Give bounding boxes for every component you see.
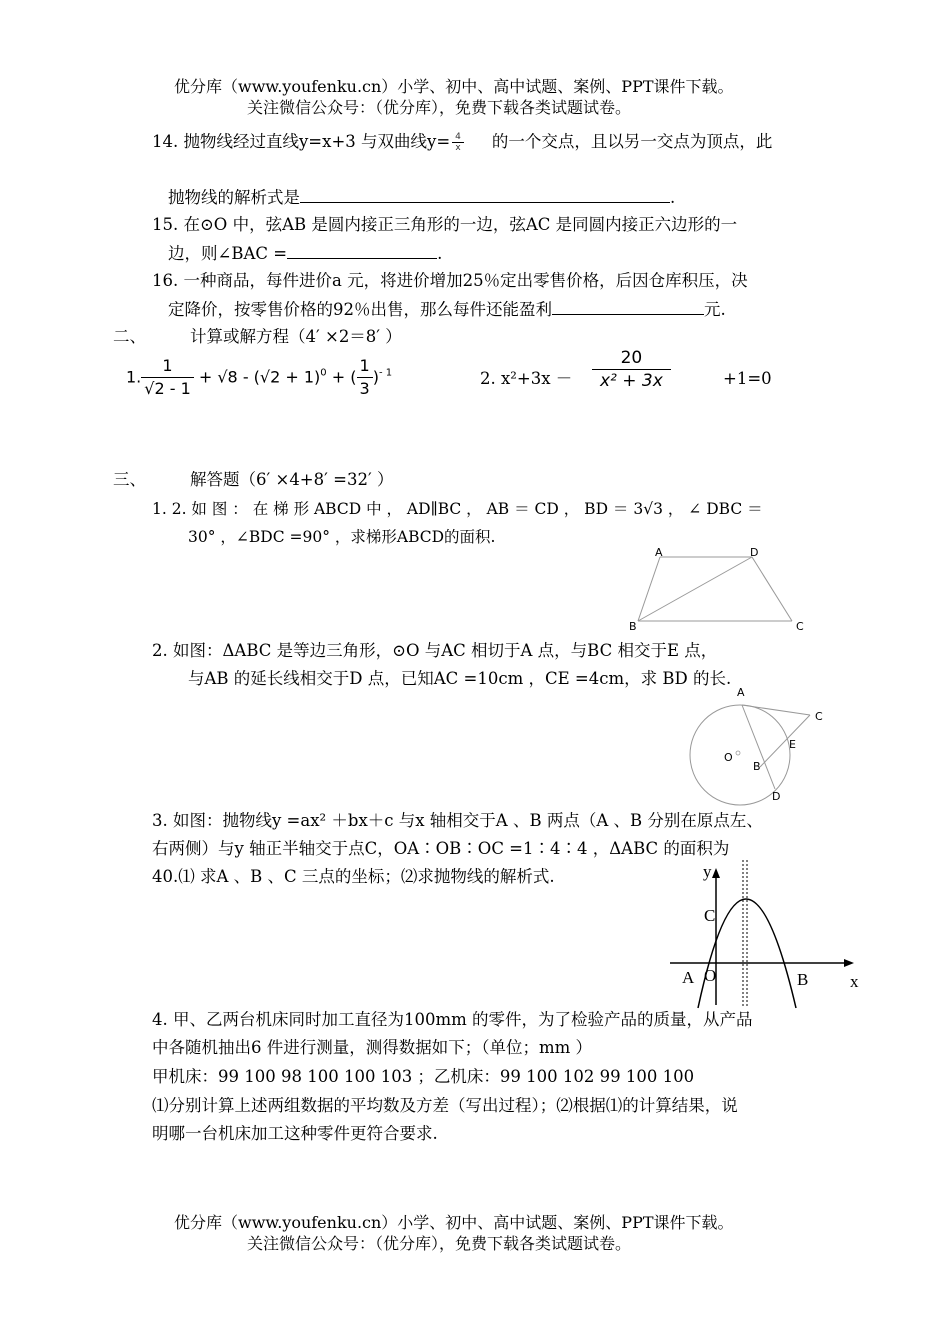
problem-3-1-line-2: 30° ，∠BDC =90° ，求梯形ABCD的面积. bbox=[188, 528, 496, 546]
label-b: B bbox=[797, 970, 809, 989]
question-15-end: . bbox=[437, 244, 443, 263]
exponent: - 1 bbox=[378, 367, 393, 379]
fraction-numerator: 1 bbox=[141, 355, 194, 378]
problem-3-3-line-1: 3. 如图：抛物线y =ax² ＋bx＋c 与x 轴相交于A 、B 两点（A 、B 分别在原点左、 bbox=[152, 811, 763, 830]
question-14-line-1 bbox=[152, 131, 772, 153]
problem-3-4-line-4: ⑴分别计算上述两组数据的平均数及方差（写出过程）；⑵根据⑴的计算结果，说 bbox=[152, 1096, 738, 1115]
answer-blank[interactable] bbox=[287, 242, 437, 259]
question-14-line-2 bbox=[168, 186, 675, 209]
fraction bbox=[592, 347, 671, 392]
y-axis-arrow-icon bbox=[712, 868, 720, 878]
problem-label: 1. bbox=[126, 367, 142, 387]
problem-3-4-line-3: 甲机床：99 100 98 100 100 103 ；乙机床：99 100 102 99 100 100 bbox=[152, 1067, 695, 1086]
fraction-numerator: 1 bbox=[357, 355, 373, 378]
header-line-2: 关注微信公众号：（优分库），免费下载各类试题试卷。 bbox=[247, 98, 632, 117]
question-15-line-2 bbox=[168, 242, 442, 265]
section-2-title: 计算或解方程（4′ ×2＝8′ ） bbox=[190, 327, 402, 346]
segment-ac bbox=[742, 705, 810, 715]
problem-2-2-label: 2. x²+3x － bbox=[480, 369, 573, 388]
problem-3-2-line-2: 与AB 的延长线相交于D 点，已知AC =10cm ，CE =4cm，求 BD 的长. bbox=[188, 669, 732, 688]
label-a: A bbox=[737, 686, 745, 699]
problem-3-4-line-5: 明哪一台机床加工这种零件更符合要求. bbox=[152, 1124, 438, 1143]
center-point bbox=[736, 751, 740, 755]
fraction bbox=[357, 355, 373, 400]
label-c: C bbox=[796, 620, 804, 633]
fraction-denominator: x bbox=[455, 143, 461, 153]
label-c: C bbox=[815, 710, 823, 723]
expression-middle: + √8 - (√2 + 1) bbox=[198, 367, 321, 387]
problem-3-4-line-2: 中各随机抽出6 件进行测量，测得数据如下；（单位；mm ） bbox=[152, 1038, 593, 1057]
footer-line-2: 关注微信公众号：（优分库），免费下载各类试题试卷。 bbox=[247, 1234, 632, 1253]
problem-3-4-line-1: 4. 甲、乙两台机床同时加工直径为100mm 的零件，为了检验产品的质量，从产品 bbox=[152, 1010, 753, 1029]
problem-2-2-tail: +1=0 bbox=[723, 369, 772, 388]
question-14-prompt: 抛物线的解析式是 bbox=[168, 188, 300, 207]
fraction-numerator: 20 bbox=[592, 347, 671, 370]
question-14-end: . bbox=[670, 188, 676, 207]
parabola-figure bbox=[670, 860, 860, 1010]
label-d: D bbox=[772, 790, 781, 803]
fraction bbox=[141, 355, 194, 400]
section-3-title: 解答题（6′ ×4+8′ =32′ ） bbox=[190, 470, 394, 489]
label-e: E bbox=[789, 738, 796, 751]
question-16-line-2 bbox=[168, 298, 726, 321]
question-16-prompt: 定降价，按零售价格的92％出售，那么每件还能盈利 bbox=[168, 300, 552, 319]
question-16-end: 元. bbox=[704, 300, 726, 319]
question-16-line-1: 16. 一种商品，每件进价a 元，将进价增加25％定出零售价格，后因仓库积压，决 bbox=[152, 271, 748, 290]
problem-3-3-line-2: 右两侧）与y 轴正半轴交于点C，OA∶OB∶OC =1∶4∶4 ，ΔABC 的面积为 bbox=[152, 839, 730, 858]
problem-3-1-line-1: 1. 2. 如 图 ： 在 梯 形 ABCD 中 ， AD∥BC ， AB ＝ CD ， BD ＝ 3√3 ， ∠ DBC ＝ bbox=[152, 500, 763, 518]
circle-figure bbox=[680, 695, 830, 805]
question-14-fraction bbox=[452, 132, 464, 153]
expression-plus: + ( bbox=[331, 367, 357, 387]
footer-line-1: 优分库（www.youfenku.cn）小学、初中、高中试题、案例、PPT课件下载。 bbox=[174, 1213, 734, 1232]
problem-3-3-line-3: 40.⑴ 求A 、B 、C 三点的坐标；⑵求抛物线的解析式. bbox=[152, 867, 555, 886]
label-b: B bbox=[753, 760, 761, 773]
answer-blank[interactable] bbox=[300, 186, 670, 203]
label-c: C bbox=[704, 906, 716, 925]
question-15-line-1: 15. 在⊙O 中，弦AB 是圆内接正三角形的一边，弦AC 是同圆内接正六边形的一 bbox=[152, 215, 738, 234]
question-14-text-b: 的一个交点，且以另一交点为顶点，此 bbox=[491, 132, 773, 151]
question-15-prompt: 边，则∠BAC = bbox=[168, 244, 288, 263]
fraction-denominator: 3 bbox=[359, 379, 370, 398]
label-a: A bbox=[655, 546, 663, 559]
expression-close: ) bbox=[372, 367, 379, 387]
fraction-denominator: x² + 3x bbox=[600, 371, 663, 391]
answer-blank[interactable] bbox=[552, 298, 704, 315]
section-3-number: 三、 bbox=[113, 470, 146, 489]
segment-bd bbox=[638, 557, 752, 621]
segment-dc bbox=[752, 557, 792, 621]
exponent: 0 bbox=[320, 367, 327, 379]
label-a: A bbox=[682, 968, 695, 987]
fraction-numerator: 4 bbox=[452, 132, 464, 143]
label-y: y bbox=[703, 862, 712, 881]
section-2-number: 二、 bbox=[113, 327, 146, 346]
label-b: B bbox=[629, 620, 637, 633]
label-o: O bbox=[704, 966, 717, 985]
header-line-1: 优分库（www.youfenku.cn）小学、初中、高中试题、案例、PPT课件下载。 bbox=[174, 77, 734, 96]
problem-3-2-line-1: 2. 如图：ΔABC 是等边三角形，⊙O 与AC 相切于A 点，与BC 相交于E 点， bbox=[152, 641, 718, 660]
label-o: O bbox=[724, 751, 733, 764]
question-14-text-a: 14. 抛物线经过直线y=x+3 与双曲线y= bbox=[152, 132, 451, 151]
label-d: D bbox=[750, 546, 759, 559]
problem-2-1 bbox=[126, 355, 392, 400]
label-x: x bbox=[850, 972, 859, 991]
segment-cb bbox=[760, 715, 810, 767]
fraction-denominator: √2 - 1 bbox=[144, 379, 191, 398]
segment-ad bbox=[742, 705, 775, 789]
x-axis-arrow-icon bbox=[844, 959, 854, 967]
problem-2-2-fraction bbox=[592, 347, 671, 392]
segment-ab bbox=[638, 557, 660, 621]
